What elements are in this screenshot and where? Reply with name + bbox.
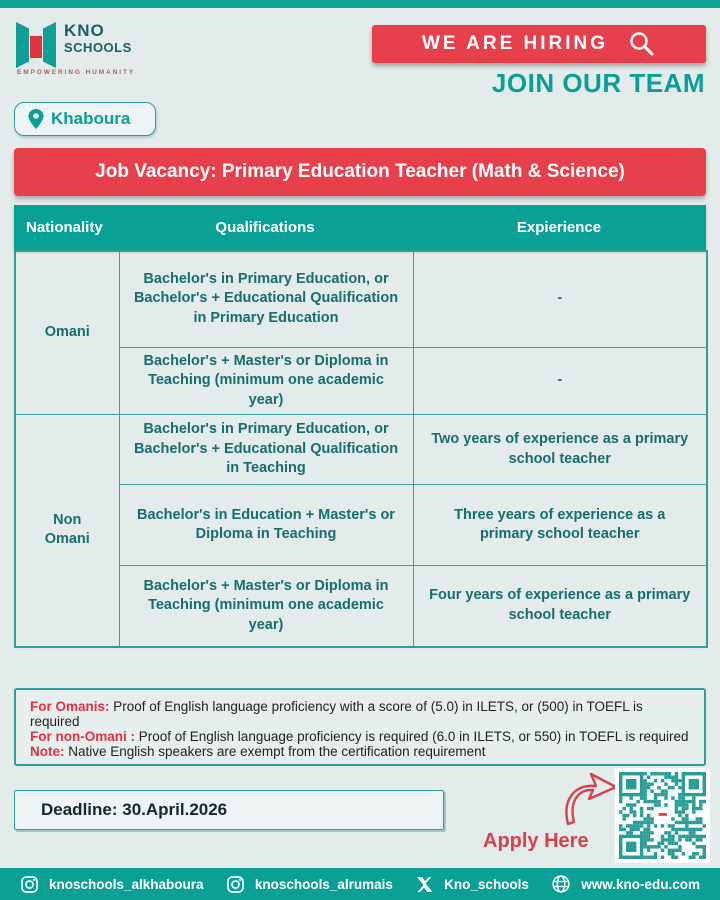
curved-arrow-icon	[558, 762, 620, 835]
logo-red-shape	[30, 36, 42, 58]
website-link[interactable]	[551, 874, 700, 894]
note-label: For Omanis:	[30, 699, 110, 714]
logo-text	[64, 22, 132, 54]
qualification-cell: Bachelor's in Primary Education, or Bachelor's + Educational Qualification in Teaching	[119, 415, 413, 485]
qualification-cell: Bachelor's in Education + Master's or Diploma in Teaching	[119, 485, 413, 566]
social-x-twitter[interactable]	[415, 875, 529, 894]
note-label: For non-Omani :	[30, 729, 135, 744]
nationality-non-omani-cell: Non Omani	[15, 415, 119, 647]
logo-mark-icon	[16, 22, 56, 68]
logo-kno: KNO	[64, 21, 105, 40]
social-instagram-alkhaboura[interactable]	[20, 875, 204, 894]
social-handle: knoschools_alrumais	[254, 876, 393, 892]
nationality-omani-cell: Omani	[15, 251, 119, 415]
social-handle: Kno_schools	[444, 876, 529, 892]
experience-cell: Three years of experience as a primary school teacher	[413, 485, 707, 566]
join-our-team-text: JOIN OUR TEAM	[491, 68, 705, 98]
note-native-speakers	[30, 744, 690, 759]
note-text: Native English speakers are exempt from the certification requirement	[64, 744, 486, 759]
note-text: Proof of English language proficiency is required (6.0 in ILETS, or 550) in TOEFL is required	[135, 729, 689, 744]
search-icon	[628, 30, 656, 58]
vacancy-title-banner	[14, 148, 706, 196]
table-row	[15, 485, 707, 566]
experience-cell: Four years of experience as a primary school teacher	[413, 566, 707, 647]
deadline-box	[14, 790, 444, 830]
logo-left-shape	[16, 22, 29, 68]
table-row	[15, 347, 707, 415]
hiring-banner-text: WE ARE HIRING	[421, 33, 609, 54]
qualification-cell: Bachelor's + Master's or Diploma in Teaching (minimum one academic year)	[119, 347, 413, 415]
footer-bar	[0, 868, 720, 900]
we-are-hiring-banner	[372, 25, 706, 63]
requirements-table	[14, 250, 708, 648]
note-label: Note:	[30, 744, 65, 759]
note-text: Proof of English language proficiency with a score of (5.0) in ILETS, or (500) in TOEFL is required	[30, 699, 643, 729]
location-pin-icon	[27, 108, 45, 130]
table-row	[15, 415, 707, 485]
qualification-cell: Bachelor's in Primary Education, or Bachelor's + Educational Qualification in Primary Education	[119, 251, 413, 347]
table-row	[15, 566, 707, 647]
notes-box	[14, 688, 706, 766]
column-header-nationality: Nationality	[26, 219, 103, 236]
experience-cell: -	[413, 251, 707, 347]
location-badge	[14, 102, 156, 136]
instagram-icon	[20, 875, 39, 894]
vacancy-title: Job Vacancy: Primary Education Teacher (Math & Science)	[95, 161, 625, 182]
website-url: www.kno-edu.com	[581, 876, 700, 892]
experience-cell: -	[413, 347, 707, 415]
table-row	[15, 251, 707, 347]
qualification-cell: Bachelor's + Master's or Diploma in Teaching (minimum one academic year)	[119, 566, 413, 647]
column-header-experience: Expierience	[516, 219, 602, 236]
logo-tagline: EMPOWERING HUMANITY	[17, 69, 136, 76]
globe-icon	[551, 874, 571, 894]
note-non-omani	[30, 729, 690, 744]
deadline-text: Deadline: 30.April.2026	[41, 800, 228, 819]
qr-code[interactable]	[615, 768, 710, 863]
x-twitter-icon	[415, 875, 434, 894]
instagram-icon	[226, 875, 245, 894]
top-accent-strip	[0, 0, 720, 8]
logo-right-shape	[43, 22, 56, 68]
table-header-row	[14, 205, 706, 250]
note-omanis	[30, 699, 690, 729]
experience-cell: Two years of experience as a primary school teacher	[413, 415, 707, 485]
apply-here-label[interactable]: Apply Here	[483, 830, 589, 852]
social-instagram-alrumais[interactable]	[226, 875, 393, 894]
column-header-qualifications: Qualifications	[215, 219, 315, 236]
social-handle: knoschools_alkhaboura	[49, 876, 204, 892]
logo-schools: SCHOOLS	[64, 40, 132, 55]
location-name: Khaboura	[51, 109, 131, 128]
